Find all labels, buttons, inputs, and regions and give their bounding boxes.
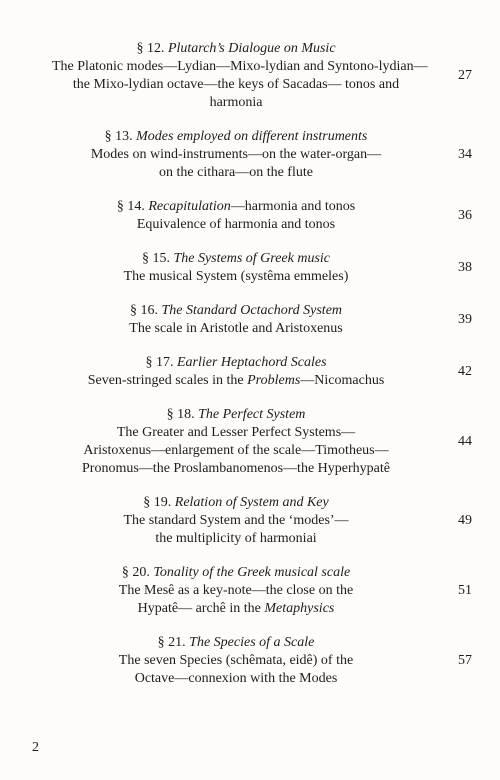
- toc-page-number: 44: [458, 434, 472, 449]
- toc-entry-summary-line: [52, 600, 420, 618]
- toc-entry-summary-line: harmonia: [209, 95, 263, 110]
- toc-entry-heading: [52, 406, 420, 424]
- toc-entry-heading: [52, 198, 420, 216]
- section-title: The Standard Octachord System: [161, 303, 343, 318]
- toc-page-number: 57: [458, 653, 472, 668]
- toc-page-number: 34: [458, 147, 472, 162]
- toc-page-number: 27: [458, 68, 472, 83]
- section-number: § 14.: [116, 199, 149, 214]
- table-of-contents: [52, 40, 472, 704]
- italic-title: Metaphysics: [264, 601, 335, 616]
- toc-entry-summary-line: Pronomus—the Proslambanomenos—the Hyperhypatê: [82, 461, 390, 476]
- summary-text: Hypatê— archê in the: [137, 601, 265, 616]
- toc-entry[interactable]: [52, 494, 472, 548]
- toc-entry-heading: [52, 302, 420, 320]
- toc-page-number: 36: [458, 208, 472, 223]
- section-title: Modes employed on different instruments: [136, 129, 368, 144]
- toc-entry-heading: [52, 250, 420, 268]
- toc-entry[interactable]: [52, 354, 472, 390]
- toc-entry-heading: [52, 494, 420, 512]
- toc-entry-summary-line: The Greater and Lesser Perfect Systems—: [116, 425, 356, 440]
- toc-entry-summary-line: Octave—connexion with the Modes: [134, 671, 338, 686]
- toc-entry-heading: [52, 354, 420, 372]
- toc-entry[interactable]: [52, 564, 472, 618]
- section-title: Plutarch’s Dialogue on Music: [167, 41, 336, 56]
- section-number: § 21.: [157, 635, 190, 650]
- toc-entry-summary-line: the multiplicity of harmoniai: [155, 531, 317, 546]
- section-title: The Species of a Scale: [189, 635, 315, 650]
- toc-entry[interactable]: [52, 250, 472, 286]
- section-title: Recapitulation: [148, 199, 231, 214]
- summary-text: The Mesê as a key-note—the close on the: [118, 583, 354, 598]
- toc-entry-summary-line: The seven Species (schêmata, eidê) of the: [118, 653, 354, 668]
- section-number: § 16.: [129, 303, 162, 318]
- toc-page-number: 49: [458, 513, 472, 528]
- toc-entry-heading: [52, 40, 420, 58]
- section-number: § 19.: [143, 495, 175, 510]
- toc-entry[interactable]: [52, 406, 472, 478]
- toc-entry-summary-line: [52, 582, 420, 600]
- section-number: § 12.: [136, 41, 168, 56]
- toc-entry-summary-line: Aristoxenus—enlargement of the scale—Timotheus—: [83, 443, 389, 458]
- toc-entry-heading: [52, 564, 420, 582]
- toc-entry-heading: [52, 128, 420, 146]
- italic-title: Problems: [247, 373, 301, 388]
- section-number: § 18.: [166, 407, 199, 422]
- page-number: 2: [32, 740, 39, 755]
- toc-page-number: 38: [458, 260, 472, 275]
- section-title: Relation of System and Key: [174, 495, 329, 510]
- section-title: The Perfect System: [198, 407, 306, 422]
- section-title-suffix: —harmonia and tonos: [230, 199, 356, 214]
- toc-entry-summary-line: Modes on wind-instruments—on the water-organ—: [90, 147, 382, 162]
- section-number: § 20.: [121, 565, 154, 580]
- section-title: Earlier Heptachord Scales: [176, 355, 327, 370]
- toc-entry-summary-line: Equivalence of harmonia and tonos: [136, 217, 336, 232]
- toc-entry-summary-line: The scale in Aristotle and Aristoxenus: [129, 321, 343, 336]
- toc-page-number: 51: [458, 583, 472, 598]
- toc-entry-summary-line: The Platonic modes—Lydian—Mixo-lydian and Syntono-lydian—: [52, 59, 428, 74]
- toc-entry-summary-line: on the cithara—on the flute: [159, 165, 313, 180]
- toc-entry[interactable]: [52, 634, 472, 688]
- section-number: § 13.: [104, 129, 137, 144]
- toc-page-number: 39: [458, 312, 472, 327]
- toc-entry-summary-line: The musical System (systêma emmeles): [123, 269, 349, 284]
- summary-text: Seven-stringed scales in the: [87, 373, 248, 388]
- section-title: The Systems of Greek music: [173, 251, 331, 266]
- toc-entry-summary-line: the Mixo-lydian octave—the keys of Sacadas— tonos and: [72, 77, 400, 92]
- section-number: § 17.: [145, 355, 177, 370]
- toc-entry-summary-line: [52, 372, 420, 390]
- toc-entry-heading: [52, 634, 420, 652]
- section-title: Tonality of the Greek musical scale: [153, 565, 351, 580]
- toc-entry[interactable]: [52, 302, 472, 338]
- toc-entry[interactable]: [52, 198, 472, 234]
- toc-entry[interactable]: [52, 40, 472, 112]
- section-number: § 15.: [141, 251, 174, 266]
- toc-entry[interactable]: [52, 128, 472, 182]
- toc-entry-summary-line: The standard System and the ‘modes’—: [123, 513, 349, 528]
- summary-text: —Nicomachus: [300, 373, 385, 388]
- toc-page-number: 42: [458, 364, 472, 379]
